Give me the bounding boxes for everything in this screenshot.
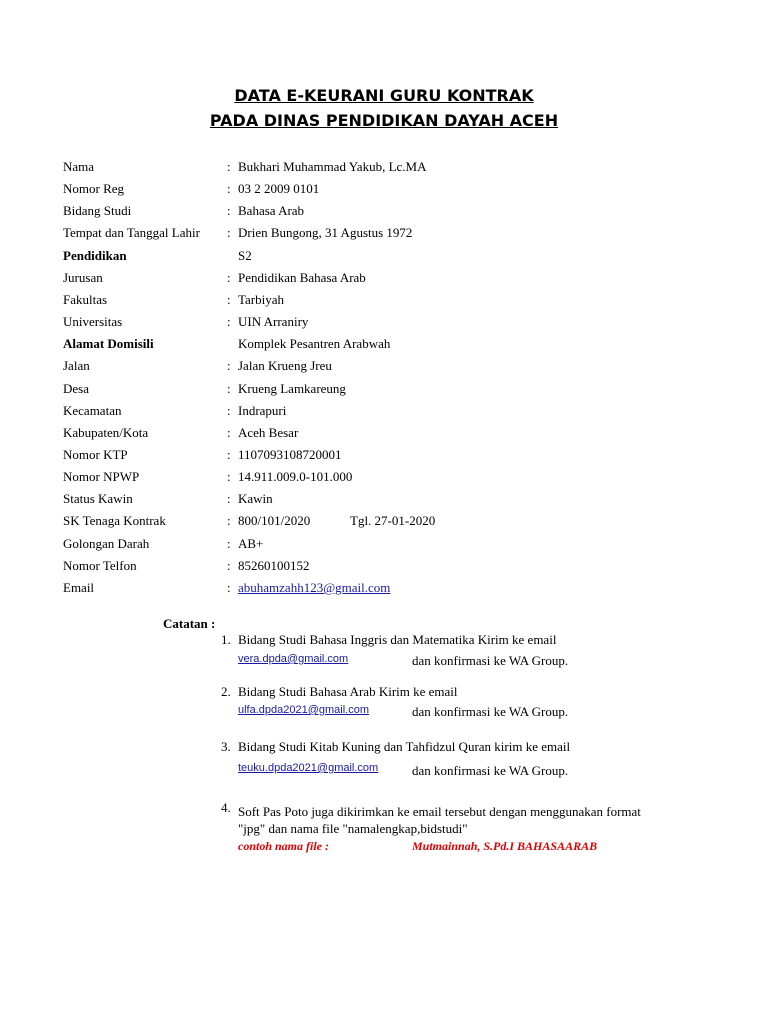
email-link[interactable]: abuhamzahh123@gmail.com bbox=[238, 580, 391, 595]
field-separator: : bbox=[227, 381, 231, 396]
field-row bbox=[0, 445, 768, 465]
field-separator: : bbox=[227, 580, 231, 595]
field-separator: : bbox=[227, 159, 231, 174]
field-value: Bahasa Arab bbox=[238, 203, 305, 218]
field-row bbox=[0, 556, 768, 576]
field-row bbox=[0, 578, 768, 598]
field-label: Nomor NPWP bbox=[63, 469, 140, 484]
field-separator: : bbox=[227, 203, 231, 218]
note-4-line2: "jpg" dan nama file "namalengkap,bidstudi" bbox=[238, 821, 468, 836]
sk-date: Tgl. 27-01-2020 bbox=[350, 513, 436, 528]
field-value: Komplek Pesantren Arabwah bbox=[238, 336, 391, 351]
field-row bbox=[0, 312, 768, 332]
field-label: Jalan bbox=[63, 358, 90, 373]
field-separator: : bbox=[227, 403, 231, 418]
field-row bbox=[0, 157, 768, 177]
note-3-email-link[interactable]: teuku.dpda2021@gmail.com bbox=[238, 762, 379, 774]
field-row bbox=[0, 179, 768, 199]
note-1-number: 1. bbox=[221, 632, 231, 647]
note-3-number: 3. bbox=[221, 739, 231, 754]
field-row bbox=[0, 356, 768, 376]
note-2-email-link[interactable]: ulfa.dpda2021@gmail.com bbox=[238, 704, 370, 716]
field-value: AB+ bbox=[238, 536, 264, 551]
field-label: Kabupaten/Kota bbox=[63, 425, 149, 440]
field-separator: : bbox=[227, 181, 231, 196]
note-2-text: Bidang Studi Bahasa Arab Kirim ke email bbox=[238, 684, 458, 699]
field-row bbox=[0, 511, 768, 531]
note-4-line1: Soft Pas Poto juga dikirimkan ke email tersebut dengan menggunakan format bbox=[238, 804, 641, 819]
field-value: 14.911.009.0-101.000 bbox=[238, 469, 353, 484]
field-label: Tempat dan Tanggal Lahir bbox=[63, 225, 200, 240]
field-row bbox=[0, 201, 768, 221]
field-separator: : bbox=[227, 358, 231, 373]
field-label: Universitas bbox=[63, 314, 123, 329]
field-label: Kecamatan bbox=[63, 403, 122, 418]
field-label: Golongan Darah bbox=[63, 536, 150, 551]
field-separator: : bbox=[227, 447, 231, 462]
field-value: Krueng Lamkareung bbox=[238, 381, 346, 396]
field-row bbox=[0, 246, 768, 266]
field-value: UIN Arraniry bbox=[238, 314, 309, 329]
field-separator: : bbox=[227, 558, 231, 573]
field-value: Bukhari Muhammad Yakub, Lc.MA bbox=[238, 159, 427, 174]
field-value: 800/101/2020 bbox=[238, 513, 311, 528]
note-1-email-link[interactable]: vera.dpda@gmail.com bbox=[238, 653, 349, 665]
field-row bbox=[0, 334, 768, 354]
field-separator: : bbox=[227, 270, 231, 285]
field-row bbox=[0, 290, 768, 310]
field-row bbox=[0, 379, 768, 399]
field-value: 1107093108720001 bbox=[238, 447, 342, 462]
field-value: Indrapuri bbox=[238, 403, 287, 418]
document-title-line1: DATA E-KEURANI GURU KONTRAK bbox=[234, 86, 534, 105]
note-1-confirm: dan konfirmasi ke WA Group. bbox=[412, 653, 569, 668]
field-label: Nama bbox=[63, 159, 95, 174]
document-title-line2: PADA DINAS PENDIDIKAN DAYAH ACEH bbox=[209, 111, 559, 130]
field-row bbox=[0, 268, 768, 288]
field-value: S2 bbox=[238, 248, 252, 263]
field-row bbox=[0, 534, 768, 554]
field-label: Desa bbox=[63, 381, 89, 396]
field-row bbox=[0, 423, 768, 443]
note-1-text: Bidang Studi Bahasa Inggris dan Matematika Kirim ke email bbox=[238, 632, 557, 647]
note-3-confirm: dan konfirmasi ke WA Group. bbox=[412, 763, 569, 778]
field-label: Pendidikan bbox=[63, 248, 127, 263]
field-separator: : bbox=[227, 513, 231, 528]
field-separator: : bbox=[227, 225, 231, 240]
field-label: Email bbox=[63, 580, 95, 595]
field-value: 03 2 2009 0101 bbox=[238, 181, 320, 196]
field-value: Kawin bbox=[238, 491, 273, 506]
field-label: Jurusan bbox=[63, 270, 103, 285]
note-4-number: 4. bbox=[221, 800, 231, 815]
field-label: Bidang Studi bbox=[63, 203, 132, 218]
field-separator: : bbox=[227, 425, 231, 440]
field-label: Status Kawin bbox=[63, 491, 133, 506]
example-filename-value: Mutmainnah, S.Pd.I BAHASAARAB bbox=[412, 839, 598, 853]
field-value: Jalan Krueng Jreu bbox=[238, 358, 332, 373]
note-2-number: 2. bbox=[221, 684, 231, 699]
field-separator: : bbox=[227, 469, 231, 484]
note-3-text: Bidang Studi Kitab Kuning dan Tahfidzul Quran kirim ke email bbox=[238, 739, 571, 754]
example-filename-label: contoh nama file : bbox=[238, 839, 330, 853]
field-label: Nomor Reg bbox=[63, 181, 125, 196]
field-label: Nomor KTP bbox=[63, 447, 128, 462]
field-value: 85260100152 bbox=[238, 558, 310, 573]
field-label: Nomor Telfon bbox=[63, 558, 137, 573]
field-value: Tarbiyah bbox=[238, 292, 285, 307]
field-row bbox=[0, 489, 768, 509]
field-row bbox=[0, 223, 768, 243]
field-separator: : bbox=[227, 314, 231, 329]
field-label: Alamat Domisili bbox=[63, 336, 154, 351]
field-separator: : bbox=[227, 536, 231, 551]
note-2-confirm: dan konfirmasi ke WA Group. bbox=[412, 704, 569, 719]
field-row bbox=[0, 467, 768, 487]
field-value: Drien Bungong, 31 Agustus 1972 bbox=[238, 225, 413, 240]
field-value: Pendidikan Bahasa Arab bbox=[238, 270, 366, 285]
field-label: Fakultas bbox=[63, 292, 108, 307]
field-row bbox=[0, 401, 768, 421]
notes-heading: Catatan : bbox=[163, 616, 216, 631]
field-label: SK Tenaga Kontrak bbox=[63, 513, 166, 528]
field-value: Aceh Besar bbox=[238, 425, 299, 440]
field-separator: : bbox=[227, 491, 231, 506]
field-separator: : bbox=[227, 292, 231, 307]
